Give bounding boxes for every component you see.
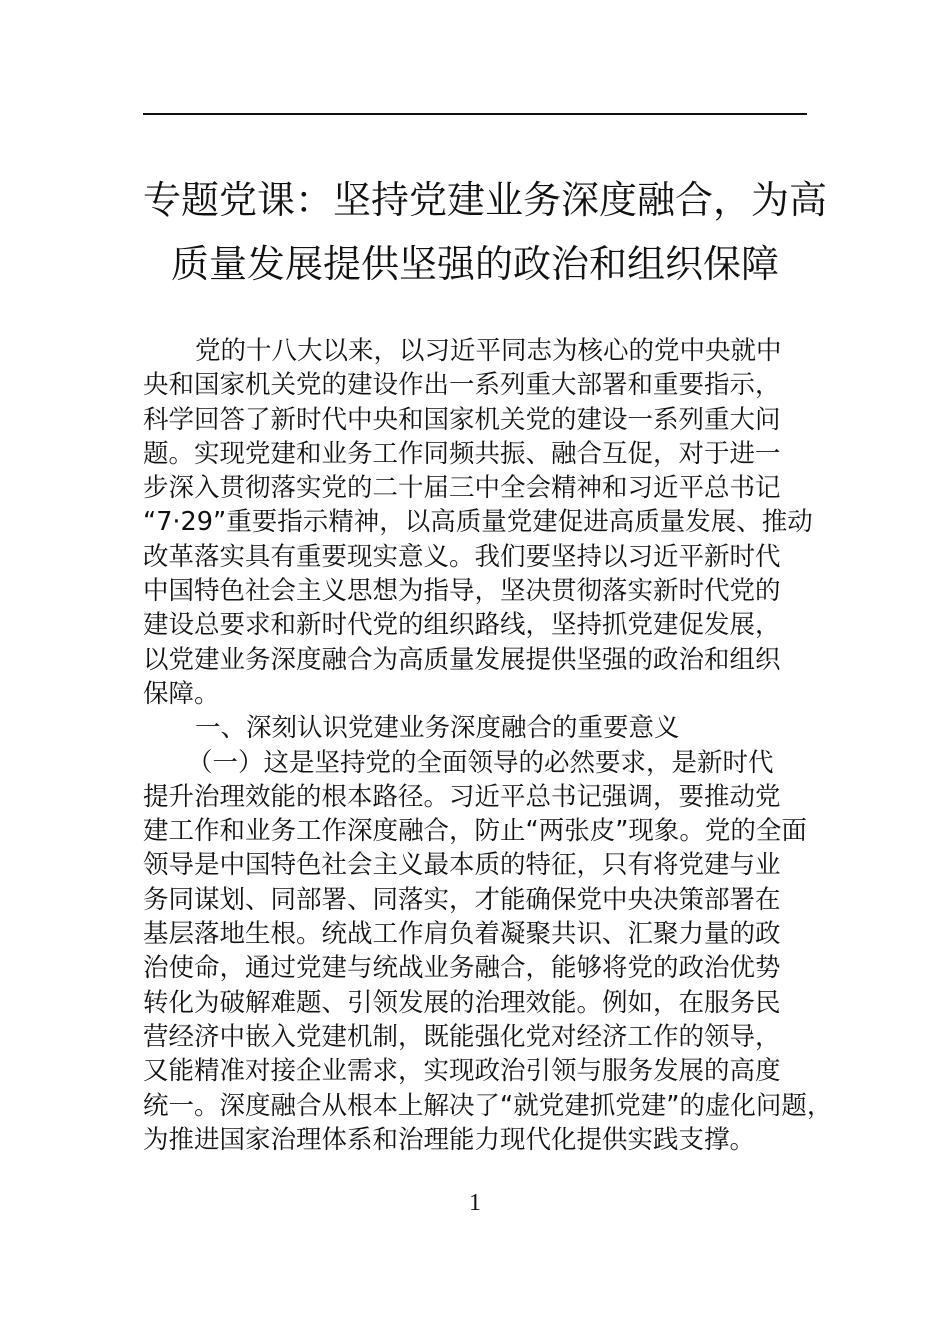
body-line: 以党建业务深度融合为高质量发展提供坚强的政治和组织 [143, 644, 781, 675]
page-number: 1 [469, 1190, 481, 1216]
body-line: 题。实现党建和业务工作同频共振、融合互促，对于进一 [143, 438, 781, 469]
title-line-2: 质量发展提供坚强的政治和组织保障 [170, 242, 779, 286]
body-line: 央和国家机关党的建设作出一系列重大部署和重要指示， [143, 370, 781, 401]
body-line: 改革落实具有重要现实意义。我们要坚持以习近平新时代 [143, 541, 781, 572]
body-line: 建工作和业务工作深度融合，防止“两张皮”现象。党的全面 [143, 816, 807, 847]
body-line: 科学回答了新时代中央和国家机关党的建设一系列重大问 [143, 404, 781, 435]
body-line: 中国特色社会主义思想为指导，坚决贯彻落实新时代党的 [143, 576, 781, 607]
header-rule [143, 113, 807, 115]
body-line: 党的十八大以来，以习近平同志为核心的党中央就中 [195, 336, 782, 366]
body-line: “7·29”重要指示精神，以高质量党建促进高质量发展、推动 [143, 507, 813, 538]
body-line: 转化为破解难题、引领发展的治理效能。例如，在服务民 [143, 987, 781, 1018]
body-line: 统一。深度融合从根本上解决了“就党建抓党建”的虚化问题， [143, 1090, 833, 1121]
body-line: 基层落地生根。统战工作肩负着凝聚共识、汇聚力量的政 [143, 919, 781, 950]
subsection-line: （一）这是坚持党的全面领导的必然要求，是新时代 [187, 747, 774, 778]
document-title [143, 168, 828, 296]
body-line: 步深入贯彻落实党的二十届三中全会精神和习近平总书记 [143, 473, 781, 504]
body-line: 领导是中国特色社会主义最本质的特征，只有将党建与业 [143, 850, 781, 881]
body-line: 为推进国家治理体系和治理能力现代化提供实践支撑。 [143, 1124, 756, 1155]
body-line: 治使命，通过党建与统战业务融合，能够将党的政治优势 [143, 953, 781, 984]
body-line: 建设总要求和新时代党的组织路线，坚持抓党建促发展， [143, 610, 781, 641]
section-heading: 一、深刻认识党建业务深度融合的重要意义 [195, 713, 680, 744]
body-line: 提升治理效能的根本路径。习近平总书记强调，要推动党 [143, 781, 781, 812]
title-line-1: 专题党课：坚持党建业务深度融合，为高 [143, 178, 828, 222]
body-line: 务同谋划、同部署、同落实，才能确保党中央决策部署在 [143, 884, 781, 915]
body-line: 营经济中嵌入党建机制，既能强化党对经济工作的领导， [143, 1021, 781, 1052]
body-line: 保障。 [143, 678, 220, 709]
document-body [143, 334, 833, 1157]
body-line: 又能精准对接企业需求，实现政治引领与服务发展的高度 [143, 1056, 781, 1087]
